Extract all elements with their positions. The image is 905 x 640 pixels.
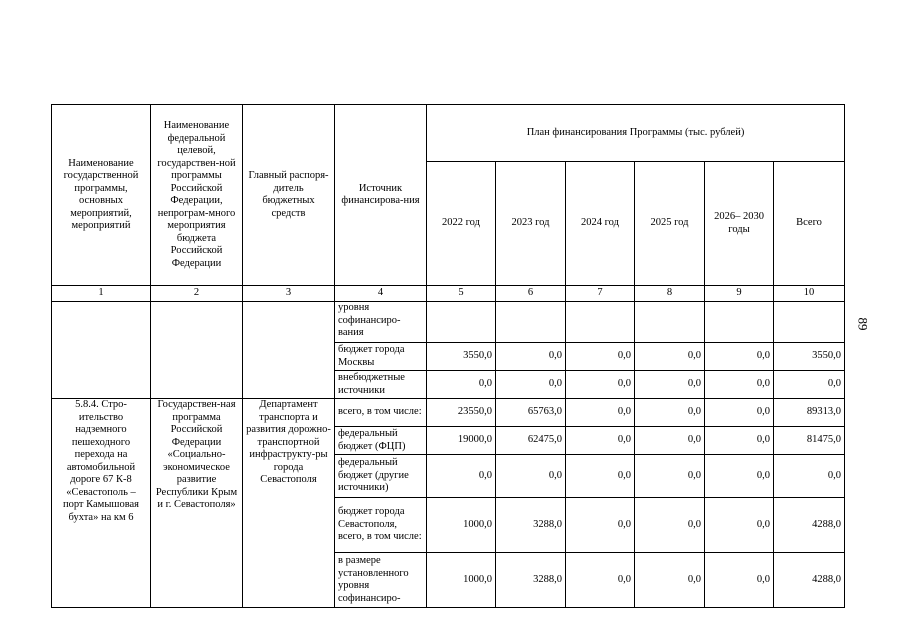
value-cell: 0,0 [705,371,774,399]
col-number: 7 [566,286,635,302]
value-cell: 0,0 [635,427,705,455]
activity-name: 5.8.4. Стро-ительство надземного пешеходного перехода на автомобильной дороге 67 К-8 «Севастополь – порт Камышовая бухта» на км 6 [52,399,151,608]
value-cell: 81475,0 [774,427,845,455]
source-cell: федеральный бюджет (ФЦП) [335,427,427,455]
value-cell: 0,0 [635,371,705,399]
value-cell: 0,0 [566,371,635,399]
header-year: 2024 год [566,162,635,286]
value-cell: 0,0 [566,343,635,371]
page-number: 89 [855,317,871,331]
col-number: 2 [151,286,243,302]
value-cell: 0,0 [705,427,774,455]
value-cell: 0,0 [635,498,705,553]
header-year: 2023 год [496,162,566,286]
col-number: 9 [705,286,774,302]
source-cell: бюджет города Москвы [335,343,427,371]
header-plan: План финансирования Программы (тыс. рублей) [427,105,845,162]
value-cell: 1000,0 [427,553,496,608]
source-cell: бюджет города Севастополя, всего, в том числе: [335,498,427,553]
col-number: 6 [496,286,566,302]
empty-cell [243,302,335,399]
value-cell: 0,0 [705,399,774,427]
empty-cell [151,302,243,399]
value-cell: 0,0 [635,399,705,427]
value-cell: 0,0 [705,455,774,498]
header-col4: Источник финансирова-ния [335,105,427,286]
value-cell: 1000,0 [427,498,496,553]
header-year: 2025 год [635,162,705,286]
col-number: 8 [635,286,705,302]
value-cell [427,302,496,343]
value-cell: 0,0 [705,498,774,553]
value-cell: 0,0 [427,455,496,498]
value-cell: 0,0 [566,553,635,608]
budget-manager: Департамент транспорта и развития дорожно-транспортной инфраструкту-ры города Севастополя [243,399,335,608]
value-cell: 0,0 [705,553,774,608]
value-cell: 3288,0 [496,498,566,553]
table-row [52,399,845,427]
value-cell: 0,0 [566,498,635,553]
value-cell: 19000,0 [427,427,496,455]
value-cell: 0,0 [566,427,635,455]
value-cell: 0,0 [774,371,845,399]
value-cell: 0,0 [774,455,845,498]
header-col2: Наименование федеральной целевой, государствен-ной программы Российской Федерации, непрограм-много мероприятия бюджета Российской Федерации [151,105,243,286]
value-cell [774,302,845,343]
header-col1: Наименование государственной программы, основных мероприятий, мероприятий [52,105,151,286]
value-cell: 0,0 [635,455,705,498]
value-cell: 89313,0 [774,399,845,427]
value-cell: 0,0 [635,343,705,371]
source-cell: всего, в том числе: [335,399,427,427]
value-cell: 3550,0 [427,343,496,371]
value-cell: 0,0 [496,371,566,399]
value-cell: 23550,0 [427,399,496,427]
value-cell: 3288,0 [496,553,566,608]
empty-cell [52,302,151,399]
value-cell [566,302,635,343]
source-cell: федеральный бюджет (другие источники) [335,455,427,498]
source-cell: внебюджетные источники [335,371,427,399]
col-number: 1 [52,286,151,302]
financing-table [51,104,845,608]
column-numbers-row [52,286,845,302]
value-cell: 4288,0 [774,498,845,553]
value-cell: 0,0 [496,343,566,371]
value-cell: 65763,0 [496,399,566,427]
col-number: 4 [335,286,427,302]
col-number: 3 [243,286,335,302]
value-cell: 0,0 [427,371,496,399]
program-name: Государствен-ная программа Российской Федерации «Социально-экономическое развитие Республики Крым и г. Севастополя» [151,399,243,608]
table-row [52,302,845,343]
value-cell: 62475,0 [496,427,566,455]
value-cell [635,302,705,343]
header-col3: Главный распоря-дитель бюджетных средств [243,105,335,286]
value-cell: 0,0 [705,343,774,371]
value-cell: 3550,0 [774,343,845,371]
value-cell: 0,0 [566,399,635,427]
header-year: 2022 год [427,162,496,286]
value-cell [705,302,774,343]
header-total: Всего [774,162,845,286]
value-cell: 4288,0 [774,553,845,608]
value-cell: 0,0 [566,455,635,498]
value-cell: 0,0 [496,455,566,498]
source-cell: в размере установленного уровня софинансиро- [335,553,427,608]
value-cell: 0,0 [635,553,705,608]
value-cell [496,302,566,343]
col-number: 10 [774,286,845,302]
header-year: 2026– 2030 годы [705,162,774,286]
col-number: 5 [427,286,496,302]
source-cell: уровня софинансиро-вания [335,302,427,343]
